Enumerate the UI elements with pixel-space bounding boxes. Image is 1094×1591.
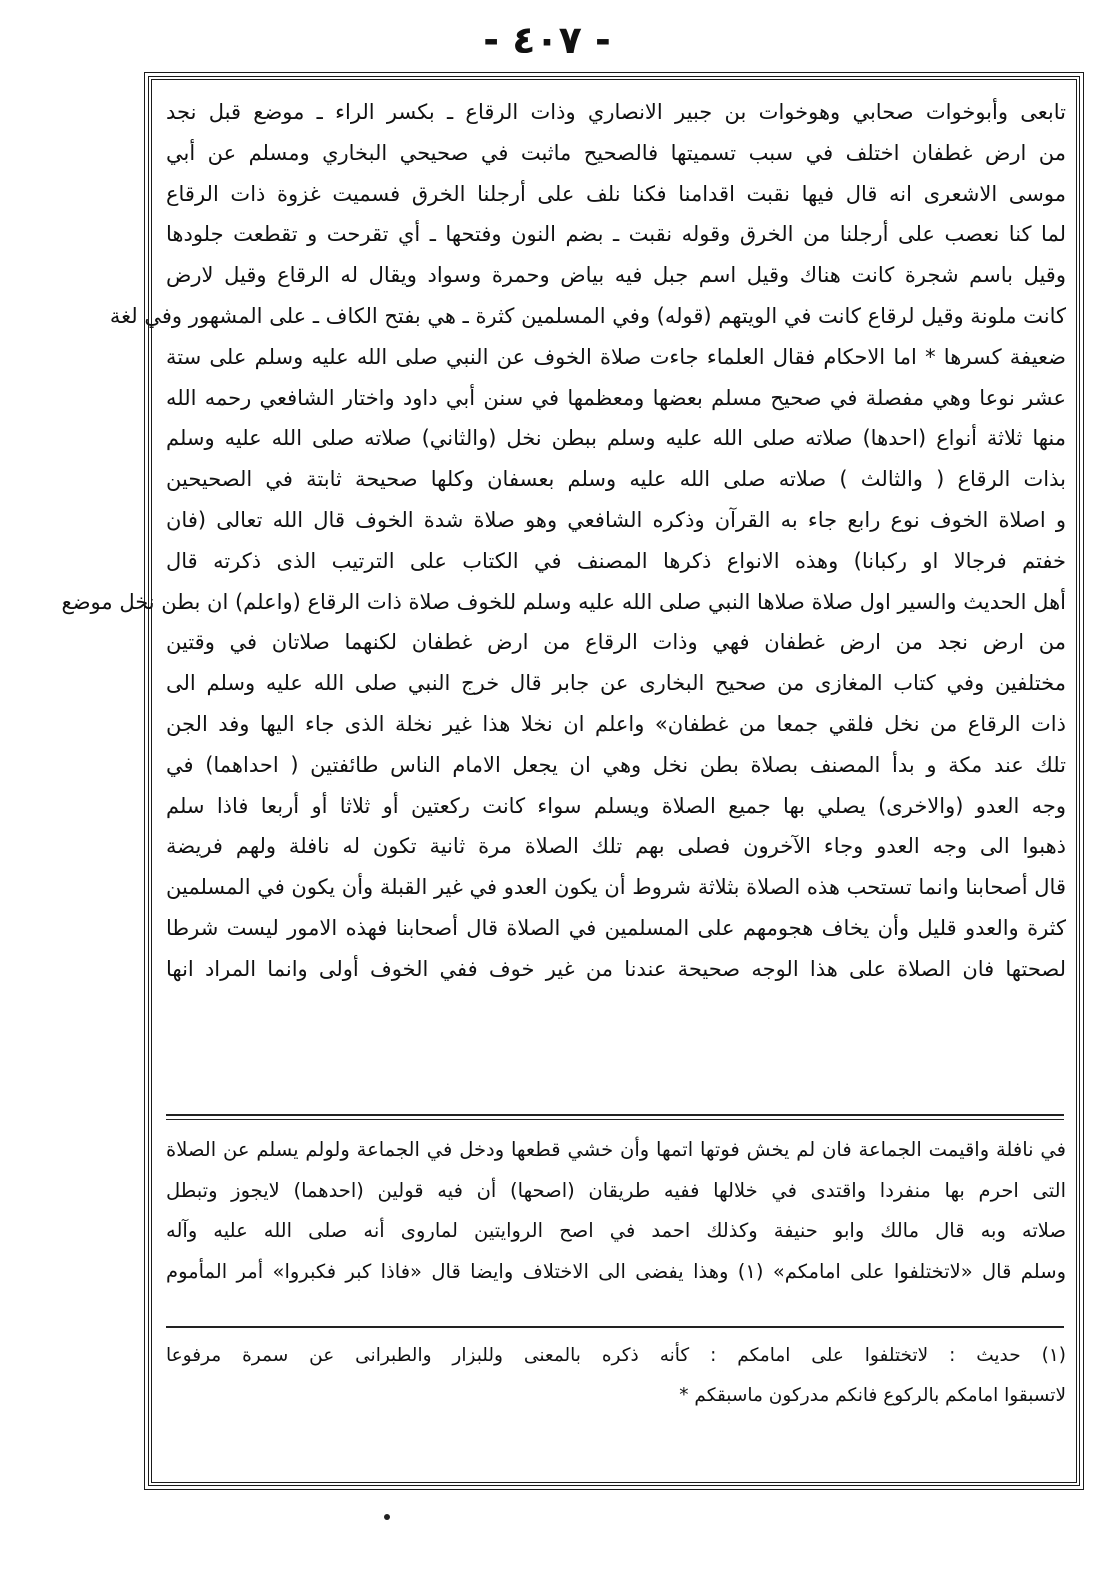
main-text-line: كثرة والعدو قليل وأن يخاف هجومهم على المسلمين في الصلاة قال أصحابنا فهذه الامور ليست شرطا — [166, 915, 1066, 940]
main-text-line: منها ثلاثة أنواع (احدها) صلاته صلى الله عليه وسلم ببطن نخل (والثاني) صلاته صلى الله عليه وسلم — [166, 426, 1066, 451]
main-text-line: ذات الرقاع من نخل فلقي جمعا من غطفان» واعلم ان نخلا هذا غير نخلة الذى جاء اليها وفد الجن — [166, 711, 1066, 736]
main-text-line: خفتم فرجالا او ركبانا) وهذه الانواع ذكرها المصنف في الكتاب على الترتيب الذى ذكرته قال — [166, 548, 1066, 573]
main-text — [61, 92, 1066, 990]
main-text-line: كانت ملونة وقيل لرقاع كانت في الويتهم (قوله) وفي المسلمين كثرة ـ هي بفتح الكاف ـ على المشهور وفي لغة — [109, 303, 1066, 328]
main-text-line: وجه العدو (والاخرى) يصلي بها جميع الصلاة ويسلم سواء كانت ركعتين أو ثلاثا أو أربعا فاذا سلم — [166, 793, 1066, 818]
main-text-line: من ارض غطفان اختلف في سبب تسميتها فالصحيح ماثبت في صحيحي البخاري ومسلم عن أبي — [166, 140, 1066, 165]
commentary-line: في نافلة واقيمت الجماعة فان لم يخش فوتها اتمها وأن خشي قطعها ودخل في الجماعة ولولم يسلم عن الصلاة — [166, 1138, 1066, 1161]
main-text-line: ذهبوا الى وجه العدو وجاء الآخرون فصلى بهم تلك الصلاة مرة ثانية تكون له نافلة ولهم فريضة — [166, 834, 1066, 859]
main-text-line: مختلفين وفي كتاب المغازى من صحيح البخارى عن جابر قال خرج النبي صلى الله عليه وسلم الى — [166, 671, 1066, 696]
main-text-line: بذات الرقاع ( والثالث ) صلاته صلى الله عليه وسلم بعسفان وكلها صحيحة ثابتة في الصحيحين — [166, 467, 1066, 492]
commentary-line: التى احرم بها منفردا واقتدى في خلالها ففيه طريقان (اصحها) أن فيه قولين (احدهما) لايجوز وتبطل — [166, 1178, 1066, 1202]
footnote-line: (١) حديث : لاتختلفوا على امامكم : كأنه ذكره بالمعنى وللبزار والطبرانى عن سمرة مرفوعا — [166, 1345, 1066, 1366]
main-text-line: موسى الاشعرى انه قال فيها نقبت اقدامنا فكنا نلف على أرجلنا الخرق فسميت غزوة ذات الرقاع — [166, 181, 1066, 206]
main-text-line: لما كنا نعصب على أرجلنا من الخرق وقوله نقبت ـ بضم النون وفتحها ـ أي تقرحت و تقطعت جلودها — [166, 222, 1066, 247]
main-text-line: تلك عند مكة و بدأ المصنف بصلاة بطن نخل وهي ان يجعل الامام الناس طائفتين ( احداهما) في — [166, 752, 1066, 777]
main-text-line: و اصلاة الخوف نوع رابع جاء به القرآن وذكره الشافعي وهو صلاة شدة الخوف قال الله تعالى (فان — [166, 507, 1066, 532]
main-text-line: وقيل باسم شجرة كانت هناك وقيل اسم جبل فيه بياض وحمرة وسواد ويقال له الرقاع وقيل لارض — [166, 263, 1066, 288]
commentary-line: وسلم قال «لاتختلفوا على امامكم» (١) وهذا يفضى الى الاختلاف وايضا قال «فاذا كبر فكبروا» أمر المأموم — [166, 1259, 1066, 1283]
main-text-line: تابعى وأبوخوات صحابي وهوخوات بن جبير الانصاري وذات الرقاع ـ بكسر الراء ـ موضع قبل نجد — [166, 100, 1066, 124]
footnote-divider — [166, 1326, 1064, 1328]
main-text-line: أهل الحديث والسير اول صلاة صلاها النبي صلى الله عليه وسلم للخوف صلاة ذات الرقاع (واعلم) ان بطن نخل موضع — [61, 589, 1066, 614]
section-divider — [166, 1114, 1064, 1116]
main-text-line: عشر نوعا وهي مفصلة في صحيح مسلم بعضها ومعظمها في سنن أبي داود واختار الشافعي رحمه الله — [166, 385, 1066, 410]
commentary-line: صلاته وبه قال مالك وابو حنيفة وكذلك احمد في اصح الروايتين لماروى أنه صلى الله عليه وآله — [166, 1219, 1066, 1242]
footnote-text — [166, 1336, 1066, 1416]
main-text-line: لصحتها فان الصلاة على هذا الوجه صحيحة عندنا من غير خوف ففي الخوف أولى وانما المراد انها — [166, 956, 1066, 981]
main-text-line: من ارض نجد من ارض غطفان فهي وذات الرقاع من ارض غطفان لكنهما صلاتان في وقتين — [166, 630, 1066, 655]
footnote-line: لاتسبقوا امامكم بالركوع فانكم مدركون ماسبقكم * — [679, 1385, 1066, 1406]
section-divider — [166, 1119, 1064, 1120]
main-text-line: قال أصحابنا وانما تستحب هذه الصلاة بثلاثة شروط أن يكون العدو في غير القبلة وأن يكون في المسلمين — [166, 875, 1066, 900]
page-number: - ٤٠٧ - — [483, 18, 611, 62]
main-text-line: ضعيفة كسرها * اما الاحكام فقال العلماء جاءت صلاة الخوف عن النبي صلى الله عليه وسلم على ستة — [166, 344, 1066, 369]
commentary-text — [166, 1130, 1066, 1292]
ink-dot — [384, 1514, 390, 1520]
